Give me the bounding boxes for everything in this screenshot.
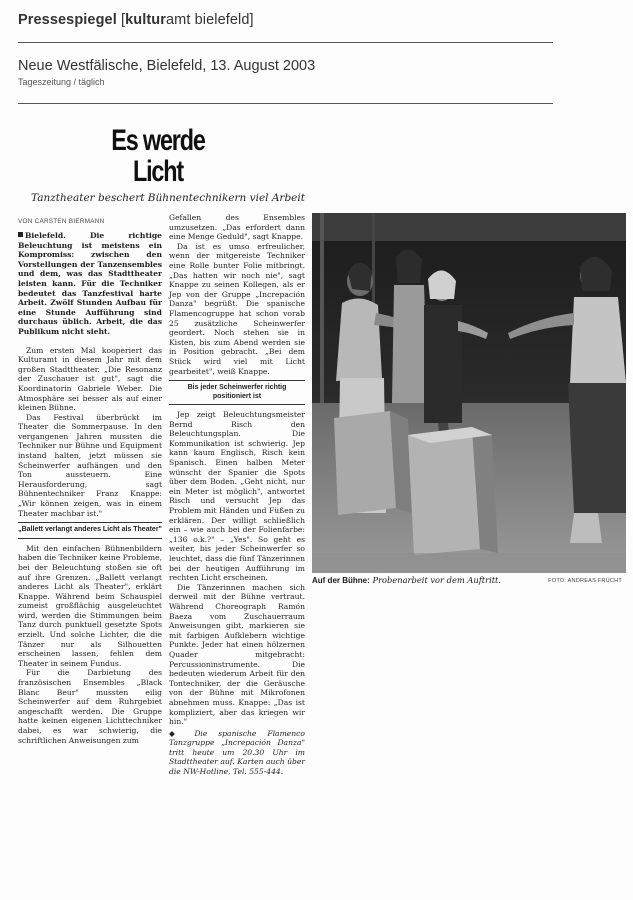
- article-headline: Es werde Licht: [111, 124, 205, 188]
- article-byline: VON CARSTEN BIERMANN: [18, 218, 105, 225]
- article-lead: Bielefeld. Die richtige Beleuchtung ist meistens ein Kompromiss: zwischen den Vorstellungen der Tanzensembles und dem, was das Stadttheater leisten kann. Für die Techniker bedeutet das Tanzfestival harte Arbeit. Zwölf Stunden Aufbau für eine Stunde Aufführung sind durchaus üblich. Arbeit, die das Publikum nicht sieht.: [18, 231, 162, 336]
- event-info: ◆ Die spanische Flamenco Tanzgruppe „Increpación Danza" tritt heute um 20.30 Uhr im Stadttheater auf. Karten auch über die NW-Hotline, Tel. 555-444.: [169, 728, 305, 777]
- article-paragraph: Mit den einfachen Bühnenbildern haben die Techniker keine Probleme, bei der Beleuchtung stoßen sie oft auf ihre Grenzen. „Ballett verlangt anderes Licht als Theater", erklärt Knappe. Während beim Schauspiel zumeist großflächig ausgeleuchtet wird, werden die Stimmungen beim Tanz durch punktuell gesetzte Spots erzielt. Und solche Lichter, die die Tänzer nur als Silhouetten erscheinen lassen, fehlen dem Theater in seinem Fundus.: [18, 543, 162, 668]
- article-paragraph: Für die Darbietung des französischen Ensembles „Black Blanc Beur" mussten eilig Scheinwerfer auf dem Ruhrgebiet angeschafft werden. Die Gruppe hatte keinen eigenen Lichttechniker dabei, es war schwierig, die schriftlichen Anweisungen zum: [18, 668, 162, 745]
- rehearsal-photo: [312, 213, 626, 573]
- photo-credit: FOTO: ANDREAS FRÜCHT: [548, 578, 622, 584]
- caption-bold: Auf der Bühne:: [312, 576, 370, 585]
- article-paragraph: Das Festival überbrückt im Theater die Sommerpause. In den vergangenen Jahren mussten die Techniker nur Bühne und Equipment instand halten, jetzt müssen sie Scheinwerfer aufhängen und den Ton aussteuern. Eine Herausforderung, sagt Bühnentechniker Franz Knappe: „Wir können zeigen, was in einem Theater machbar ist.": [18, 412, 162, 518]
- article-paragraph: Gefallen des Ensembles umzusetzen. „Das erfordert dann eine Menge Geduld", sagt Knappe.: [169, 213, 305, 242]
- page-header-title: Pressespiegel [kulturamt bielefeld]: [18, 12, 254, 28]
- photo-caption: [312, 573, 626, 587]
- paragraph-marker-icon: [18, 232, 23, 237]
- source-rule: [18, 103, 553, 104]
- article-column-1: [18, 231, 162, 745]
- article-paragraph: Zum ersten Mal kooperiert das Kulturamt in diesem Jahr mit dem großen Stadttheater. „Die Resonanz der Zuschauer ist gut", sagt die Koordinatorin Gabriele Weber. Die Atmosphäre sei besser als auf einer kleinen Bühne.: [18, 345, 162, 413]
- source-type: Tageszeitung / täglich: [18, 77, 105, 87]
- article-subhead: Tanztheater beschert Bühnentechnikern viel Arbeit: [31, 192, 305, 204]
- source-line: Neue Westfälische, Bielefeld, 13. August 2003: [18, 58, 316, 74]
- header-rule: [18, 42, 553, 43]
- diamond-bullet-icon: ◆: [169, 728, 184, 738]
- article-paragraph: Die Tänzerinnen machen sich derweil mit der Bühne vertraut. Während Choreograph Ramón Baeza vom Zuschauerraum Anweisungen gibt, markieren sie mit farbigen Aufklebern wichtige Punkte. Jeder hat einen hölzernen Quader mitgebracht: Percussioninstrumente. Die bedeuten wiederum Arbeit für den Tontechniker, der die Geräusche von der Bühne mit Mikrofonen abnehmen muss. Knappe: „Das ist kompliziert, aber das kriegen wir hin.": [169, 582, 305, 727]
- article-column-2: [169, 213, 305, 777]
- pull-quote-box: „Ballett verlangt anderes Licht als Theater": [18, 522, 162, 539]
- newspaper-clipping: [10, 120, 630, 892]
- subheading-box: Bis jeder Scheinwerfer richtig positioniert ist: [169, 380, 305, 405]
- caption-text: Probenarbeit vor dem Auftritt.: [372, 575, 502, 585]
- article-paragraph: Da ist es umso erfreulicher, wenn der mitgereiste Techniker eine Rolle bunter Folie mitbringt. „Das hatten wir noch nie", sagt Knappe zu seinen Kollegen, als er Jep von der Gruppe „Increpación Danza" begrüßt. Die spanische Flamencogruppe hat schon vorab 25 zusätzliche Scheinwerfer geordert. Noch stehen sie in Kisten, bis zum Abend werden sie in Position gebracht. „Bei dem Stück wird viel mit Licht gearbeitet", weiß Knappe.: [169, 241, 305, 376]
- article-paragraph: Jep zeigt Beleuchtungsmeister Bernd Risch den Beleuchtungsplan. Die Kommunikation ist schwierig. Jep kann kaum Englisch, Risch kein Spanisch. Einen halben Meter wünscht der Spanier die Spots über dem Boden. „Geht nicht, nur ein Meter ist möglich", antwortet Risch und versucht Jep das Problem mit Händen und Füßen zu erklären. Der willigt schließlich ein – wie auch bei der Folienfarbe: „136 o.k.?" – „Yes". So geht es weiter, bis jeder Scheinwerfer so leuchtet, dass die fünf Tänzerinnen bei der heutigen Aufführung im rechten Licht erscheinen.: [169, 410, 305, 583]
